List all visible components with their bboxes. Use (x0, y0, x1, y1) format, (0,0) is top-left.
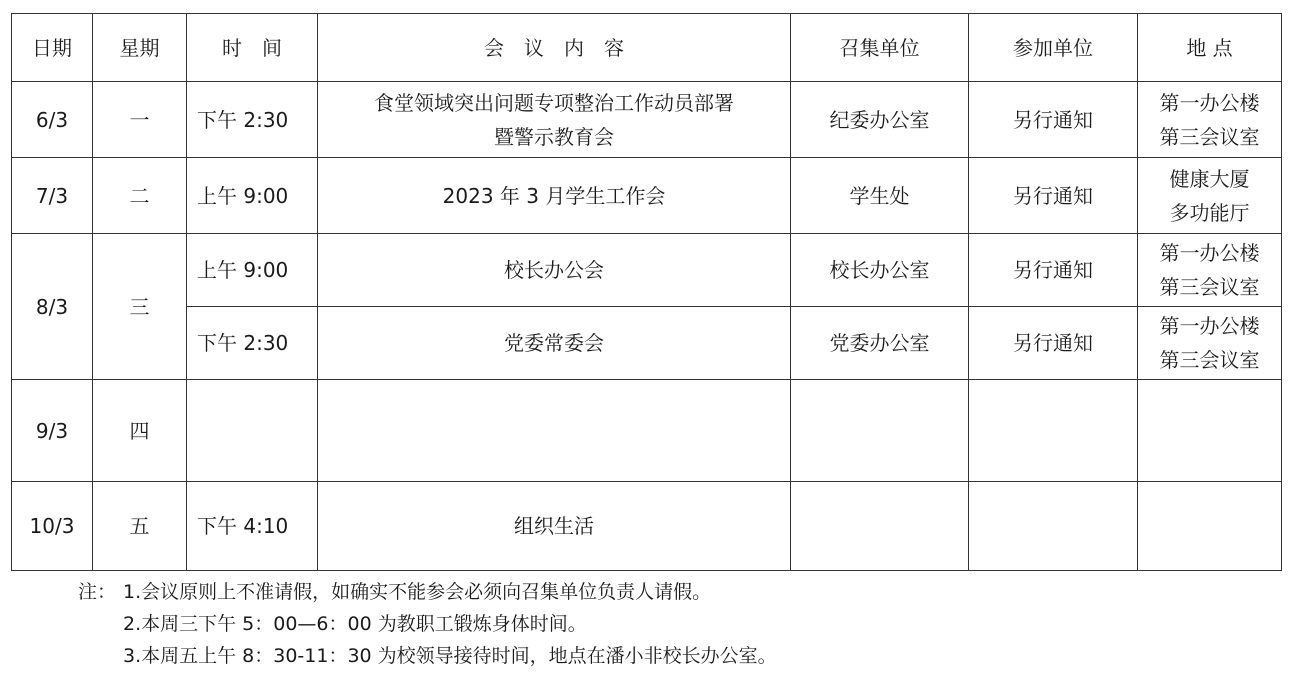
content-line: 校长办公会 (504, 258, 604, 282)
cell-date: 9/3 (12, 380, 93, 482)
header-row (12, 14, 1282, 82)
cell-participants: 另行通知 (969, 82, 1138, 158)
table-row (12, 307, 1282, 380)
content-line: 2023 年 3 月学生工作会 (442, 183, 666, 208)
cell-content (318, 234, 791, 307)
meeting-schedule-table (11, 13, 1282, 571)
cell-content (318, 158, 791, 234)
cell-time: 下午 2:30 (187, 82, 318, 158)
notes-section (78, 576, 777, 672)
cell-date: 6/3 (12, 82, 93, 158)
note-text: 1.会议原则上不准请假，如确实不能参会必须向召集单位负责人请假。 (123, 581, 712, 603)
location-line: 第三会议室 (1159, 124, 1260, 149)
header-content: 会 议 内 容 (318, 14, 791, 82)
cell-weekday: 二 (93, 158, 187, 234)
cell-participants: 另行通知 (969, 158, 1138, 234)
cell-content (318, 482, 791, 571)
cell-convener: 学生处 (791, 158, 969, 234)
note-item (78, 608, 777, 640)
cell-weekday: 五 (93, 482, 187, 571)
content-line: 食堂领域突出问题专项整治工作动员部署 (374, 90, 734, 115)
cell-convener: 校长办公室 (791, 234, 969, 307)
cell-participants: 另行通知 (969, 307, 1138, 380)
cell-participants (969, 380, 1138, 482)
cell-time: 上午 9:00 (187, 234, 318, 307)
note-item (78, 576, 777, 608)
cell-date: 8/3 (12, 234, 93, 380)
notes-label: 注： (78, 581, 117, 603)
location-line: 第一办公楼 (1159, 90, 1260, 115)
cell-date: 7/3 (12, 158, 93, 234)
content-line: 组织生活 (514, 514, 594, 538)
table-row (12, 234, 1282, 307)
cell-content (318, 380, 791, 482)
cell-location (1138, 482, 1282, 571)
table-row (12, 158, 1282, 234)
cell-time: 下午 4:10 (187, 482, 318, 571)
table-row (12, 482, 1282, 571)
note-text: 3.本周五上午 8：30-11：30 为校领导接待时间，地点在潘小非校长办公室。 (123, 645, 777, 667)
location-line: 第一办公楼 (1159, 241, 1260, 265)
cell-content (318, 307, 791, 380)
header-participants: 参加单位 (969, 14, 1138, 82)
cell-convener: 纪委办公室 (791, 82, 969, 158)
cell-location (1138, 82, 1282, 158)
cell-convener (791, 482, 969, 571)
cell-time: 上午 9:00 (187, 158, 318, 234)
cell-convener (791, 380, 969, 482)
note-item (78, 640, 777, 672)
content-line: 暨警示教育会 (494, 124, 614, 149)
cell-time: 下午 2:30 (187, 307, 318, 380)
location-line: 第三会议室 (1159, 275, 1260, 299)
cell-participants: 另行通知 (969, 234, 1138, 307)
header-date: 日期 (12, 14, 93, 82)
location-line: 第一办公楼 (1159, 314, 1260, 338)
cell-location (1138, 380, 1282, 482)
location-line: 第三会议室 (1159, 348, 1260, 372)
cell-location (1138, 234, 1282, 307)
cell-location (1138, 158, 1282, 234)
header-weekday: 星期 (93, 14, 187, 82)
cell-convener: 党委办公室 (791, 307, 969, 380)
cell-content (318, 82, 791, 158)
location-line: 多功能厅 (1169, 200, 1250, 225)
cell-weekday: 三 (93, 234, 187, 380)
cell-time (187, 380, 318, 482)
location-line: 健康大厦 (1169, 166, 1250, 191)
cell-weekday: 一 (93, 82, 187, 158)
cell-weekday: 四 (93, 380, 187, 482)
table-row (12, 82, 1282, 158)
table-row (12, 380, 1282, 482)
header-time: 时 间 (187, 14, 318, 82)
content-line: 党委常委会 (504, 331, 604, 355)
cell-location (1138, 307, 1282, 380)
note-text: 2.本周三下午 5：00—6：00 为教职工锻炼身体时间。 (123, 613, 587, 635)
header-location: 地 点 (1138, 14, 1282, 82)
cell-participants (969, 482, 1138, 571)
cell-date: 10/3 (12, 482, 93, 571)
header-convener: 召集单位 (791, 14, 969, 82)
